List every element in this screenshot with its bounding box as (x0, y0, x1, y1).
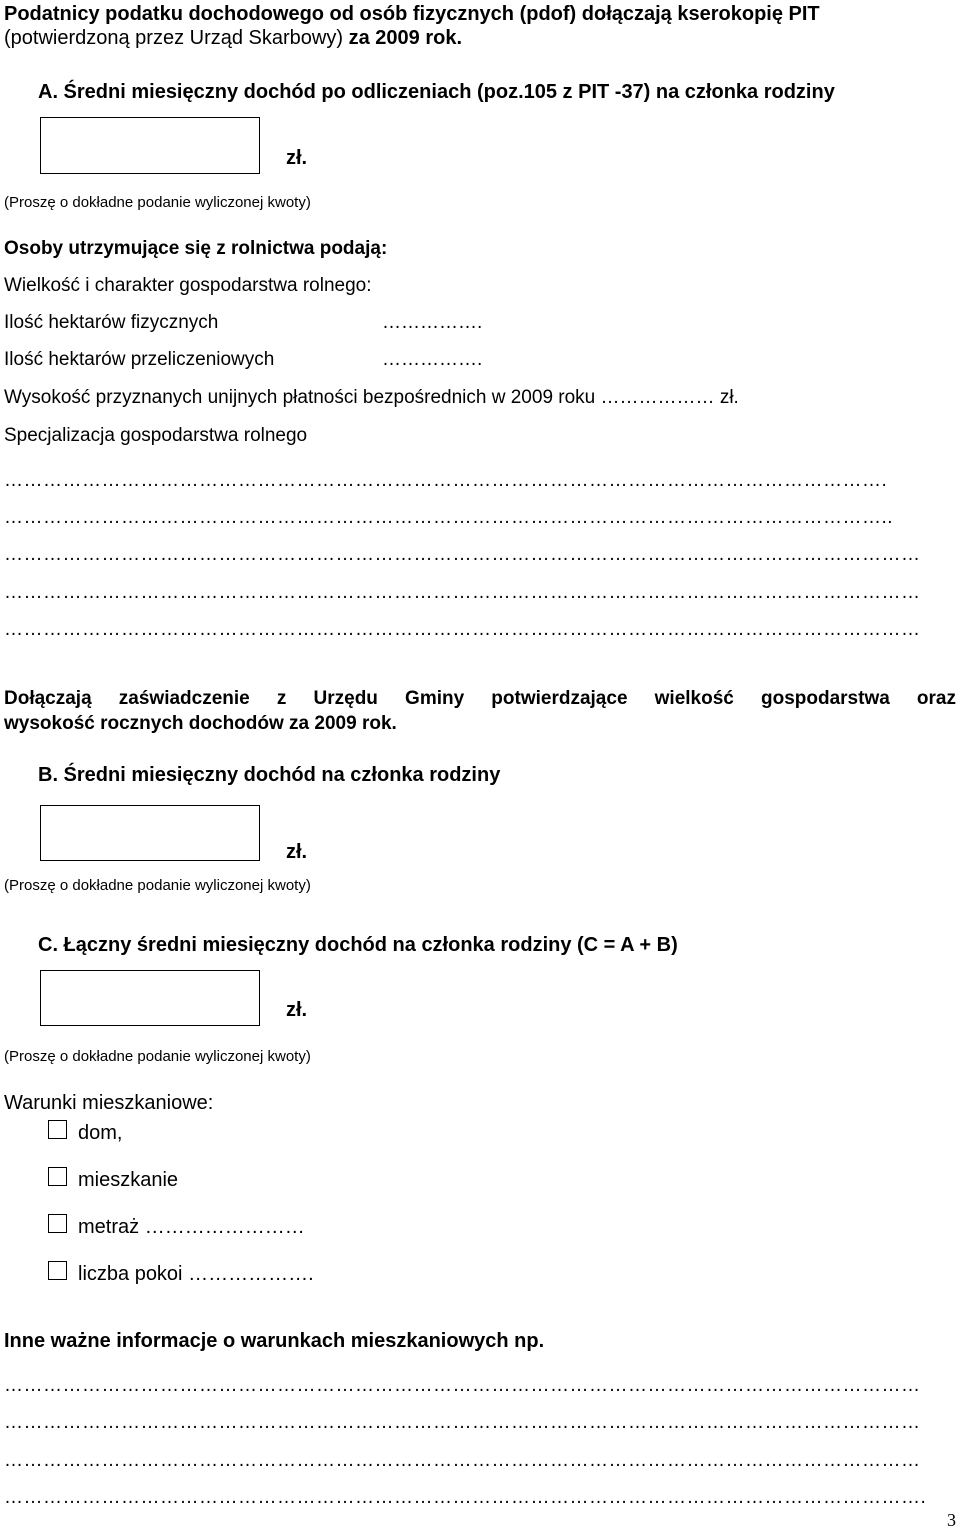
farm-size-label: Wielkość i charakter gospodarstwa rolnego: (4, 275, 372, 296)
section-b-amount-input[interactable] (40, 805, 260, 861)
section-a-title: A. Średni miesięczny dochód po odliczeniach (poz.105 z PIT -37) na członka rodziny (38, 81, 835, 103)
payments-currency: zł. (719, 387, 739, 408)
section-c-amount-input[interactable] (40, 970, 260, 1026)
farm-title: Osoby utrzymujące się z rolnictwa podają: (4, 238, 388, 259)
payments-dots[interactable]: ……………… (600, 387, 715, 408)
section-a-hint: (Proszę o dokładne podanie wyliczonej kwoty) (4, 194, 311, 211)
specialization-dot-line-4[interactable]: …………………………………………………………………………………………………………………………… (4, 582, 921, 603)
hectares-physical-label: Ilość hektarów fizycznych (4, 312, 219, 333)
housing-title: Warunki mieszkaniowe: (4, 1092, 214, 1114)
specialization-dot-line-1[interactable]: ………………………………………………………………………………………………………………………. (4, 470, 888, 491)
apartment-checkbox[interactable] (48, 1167, 67, 1186)
hectares-converted-label: Ilość hektarów przeliczeniowych (4, 349, 275, 370)
hectares-converted-dots[interactable]: ……………. (382, 349, 483, 370)
area-dots[interactable]: …………………… (144, 1216, 305, 1238)
other-info-dot-line-2[interactable]: …………………………………………………………………………………………………………………………… (4, 1412, 921, 1433)
specialization-dot-line-3[interactable]: …………………………………………………………………………………………………………………………… (4, 544, 921, 565)
attach-line-1: Dołączają zaświadczenie z Urzędu Gminy potwierdzające wielkość gospodarstwa oraz (4, 688, 956, 709)
specialization-dot-line-5[interactable]: …………………………………………………………………………………………………………………………… (4, 619, 921, 640)
section-c-currency: zł. (286, 999, 308, 1021)
house-option-label: dom, (78, 1122, 123, 1144)
area-checkbox[interactable] (48, 1214, 67, 1233)
area-option-label: metraż (78, 1216, 140, 1238)
section-b-hint: (Proszę o dokładne podanie wyliczonej kwoty) (4, 877, 311, 894)
apartment-option-label: mieszkanie (78, 1169, 179, 1191)
header-line-2-bold: za 2009 rok. (343, 27, 462, 49)
attach-line-2: wysokość rocznych dochodów za 2009 rok. (4, 713, 397, 734)
rooms-option (78, 1262, 314, 1286)
payments-label-text: Wysokość przyznanych unijnych płatności bezpośrednich w 2009 roku (4, 387, 596, 408)
header-line-2-normal: (potwierdzoną przez Urząd Skarbowy) (4, 27, 344, 49)
section-a-currency: zł. (286, 147, 308, 169)
other-info-dot-line-3[interactable]: …………………………………………………………………………………………………………………………… (4, 1450, 921, 1471)
section-c-hint: (Proszę o dokładne podanie wyliczonej kwoty) (4, 1048, 311, 1065)
section-b-currency: zł. (286, 841, 308, 863)
other-info-dot-line-4[interactable]: ……………………………………………………………………………………………………………………………. (4, 1487, 927, 1508)
section-a-amount-input[interactable] (40, 117, 260, 174)
header-line-2 (4, 26, 462, 50)
other-info-dot-line-1[interactable]: …………………………………………………………………………………………………………………………… (4, 1375, 921, 1396)
area-option (78, 1215, 305, 1239)
house-checkbox[interactable] (48, 1120, 67, 1139)
rooms-dots[interactable]: ………………. (188, 1263, 314, 1285)
other-info-title: Inne ważne informacje o warunkach mieszkaniowych np. (4, 1330, 545, 1352)
section-b-title: B. Średni miesięczny dochód na członka rodziny (38, 764, 501, 786)
rooms-option-label: liczba pokoi (78, 1263, 183, 1285)
payments-label (4, 386, 739, 410)
rooms-checkbox[interactable] (48, 1261, 67, 1280)
section-c-title: C. Łączny średni miesięczny dochód na członka rodziny (C = A + B) (38, 934, 678, 956)
page-number: 3 (947, 1510, 956, 1530)
hectares-physical-dots[interactable]: ……………. (382, 312, 483, 333)
specialization-dot-line-2[interactable]: ……………………………………………………………………………………………………………………….. (4, 507, 894, 528)
specialization-label: Specjalizacja gospodarstwa rolnego (4, 425, 308, 446)
header-line-1: Podatnicy podatku dochodowego od osób fizycznych (pdof) dołączają kserokopię PIT (4, 3, 820, 25)
